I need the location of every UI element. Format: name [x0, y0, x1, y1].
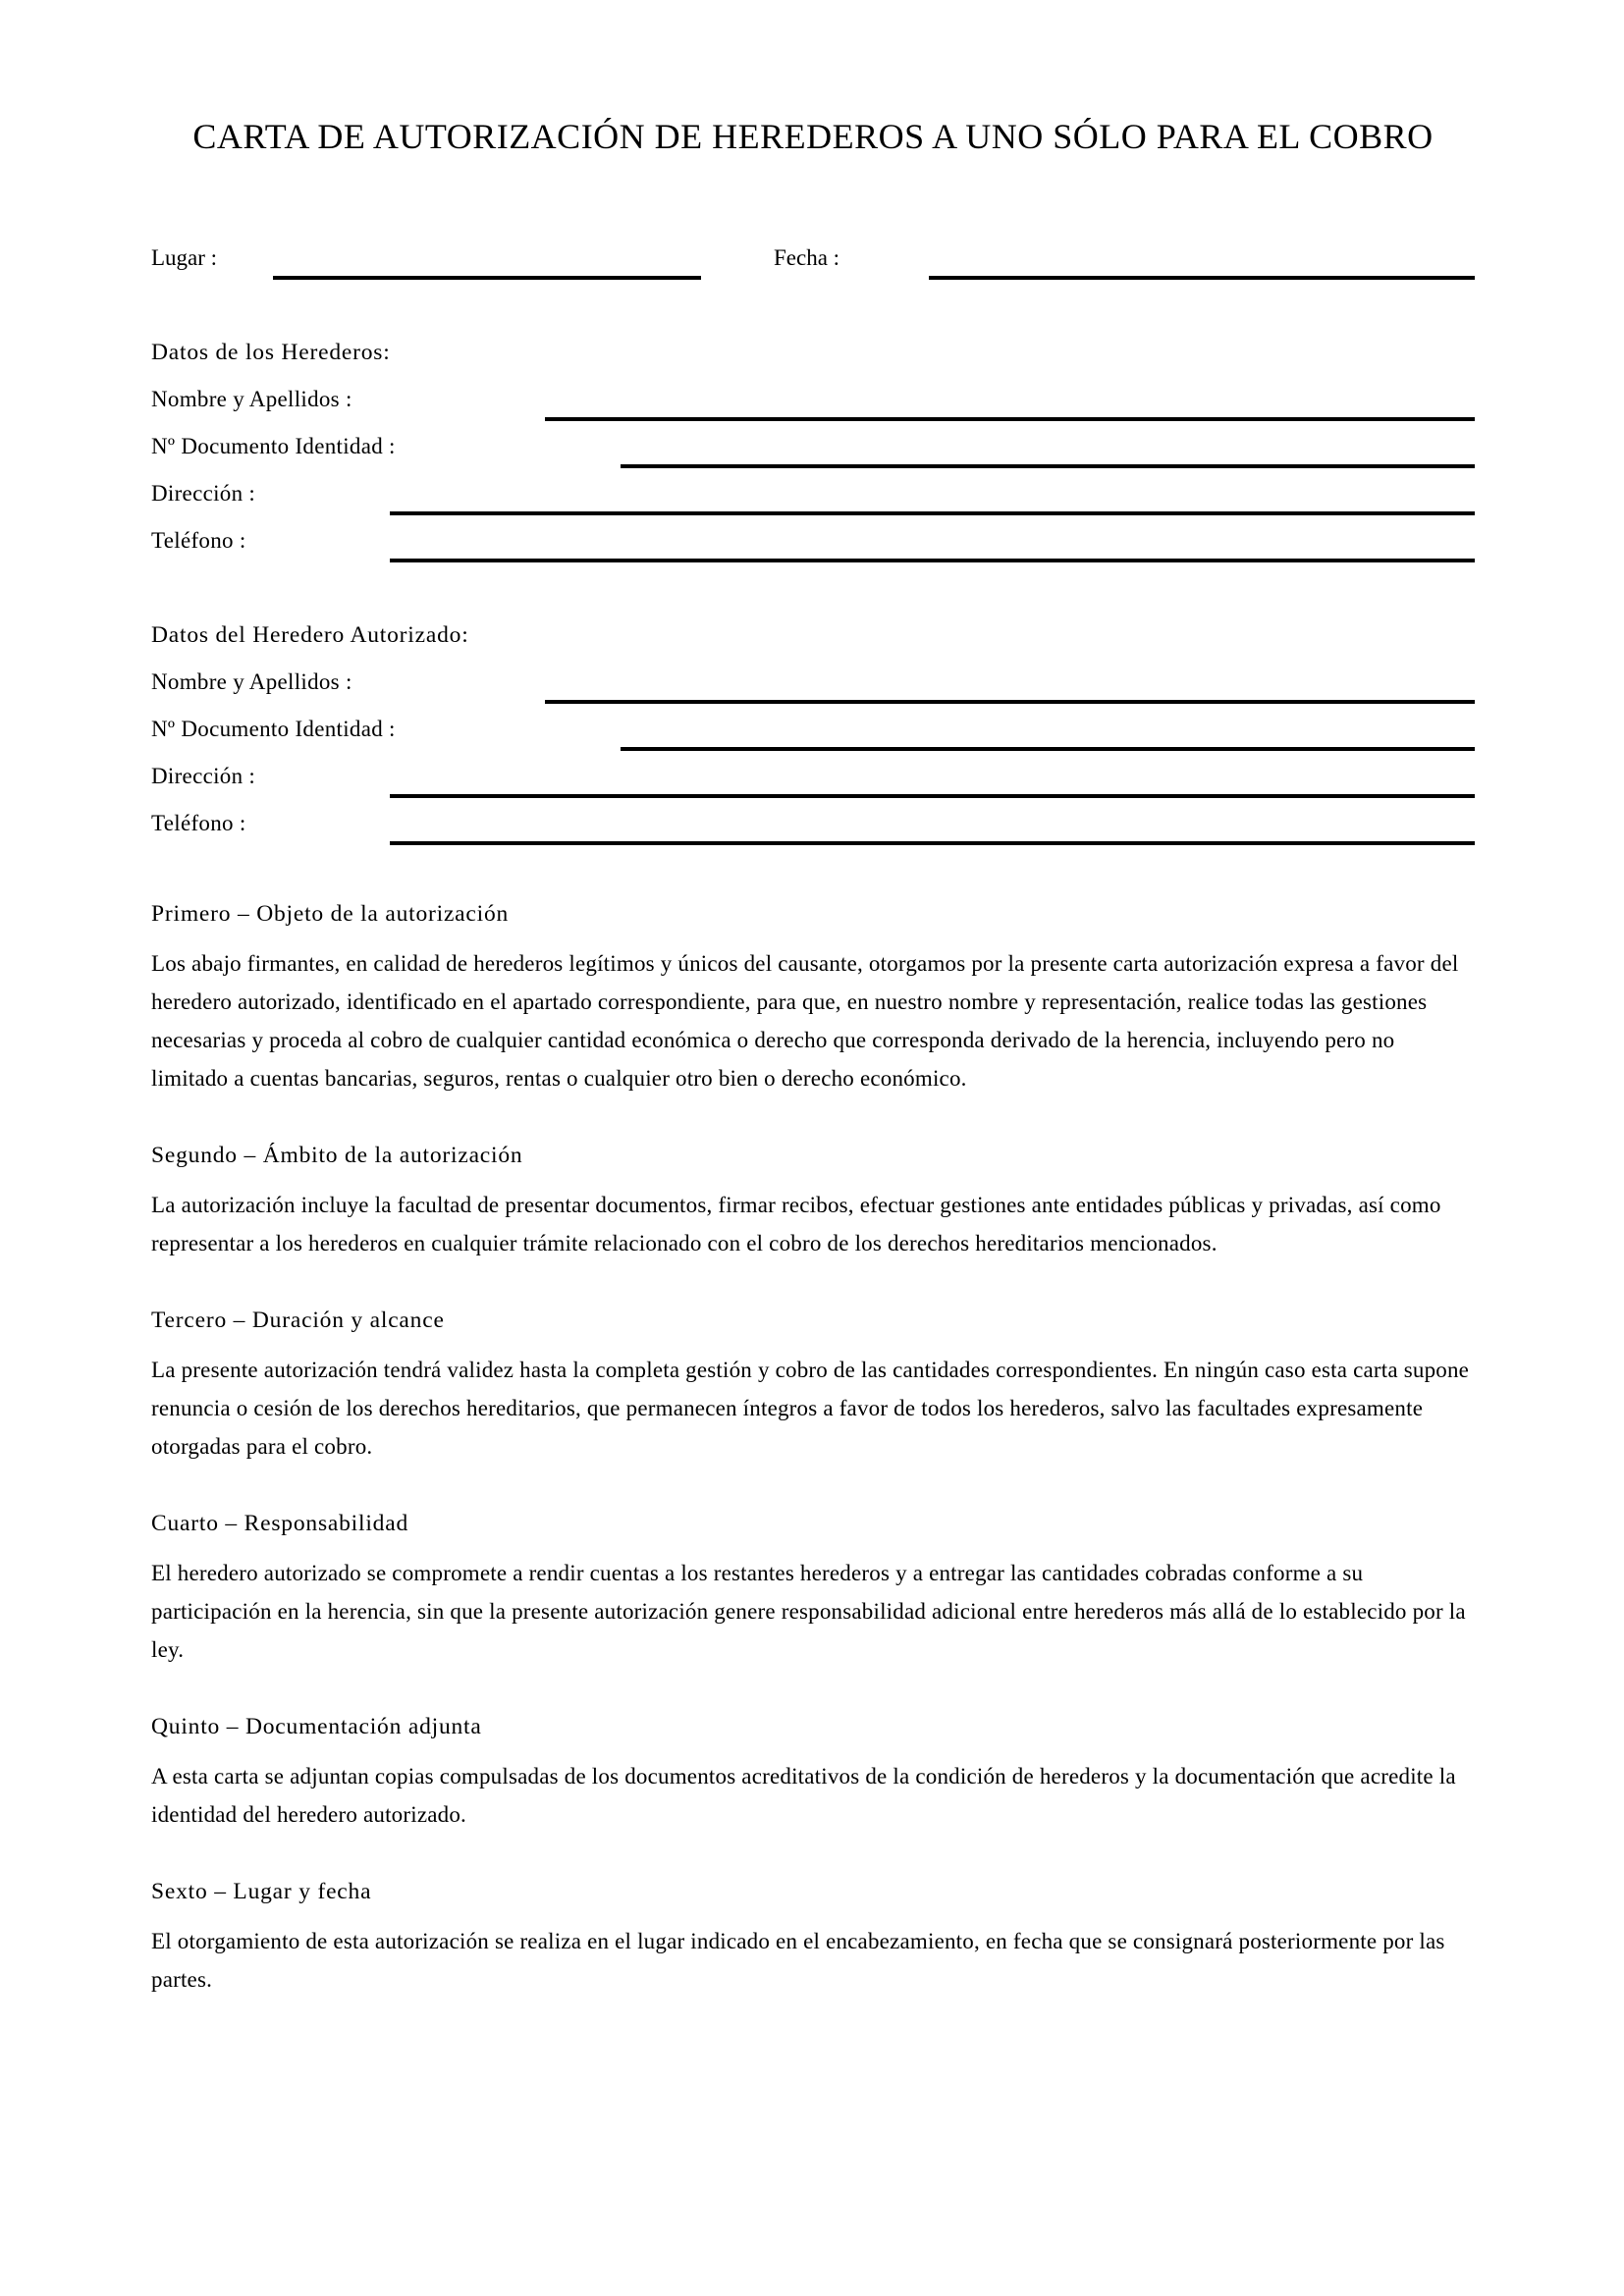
- field-row-nombre-autorizado: [151, 666, 1475, 699]
- clause-segundo-body: La autorización incluye la facultad de presentar documentos, firmar recibos, efectuar gestiones ante entidades públicas y privadas, así como representar a los herederos en cualquier trámite relacionado con el cobro de los derechos hereditarios mencionados.: [151, 1193, 1441, 1255]
- direccion-autorizado-blank-line[interactable]: [390, 769, 1475, 798]
- heredero-autorizado-section-heading: Datos del Heredero Autorizado:: [151, 622, 469, 648]
- clause-quinto-body: A esta carta se adjuntan copias compulsadas de los documentos acreditativos de la condición de herederos y la documentación que acredite la identidad del heredero autorizado.: [151, 1764, 1456, 1827]
- field-row-nombre: [151, 383, 1475, 416]
- direccion-label: Dirección :: [151, 481, 256, 506]
- telefono-blank-line[interactable]: [390, 533, 1475, 562]
- field-row-direccion: [151, 477, 1475, 510]
- field-row-telefono: [151, 524, 1475, 558]
- direccion-autorizado-label: Dirección :: [151, 764, 256, 788]
- herederos-section-heading: Datos de los Herederos:: [151, 340, 391, 365]
- documento-identidad-blank-line[interactable]: [621, 439, 1475, 468]
- nombre-apellidos-autorizado-blank-line[interactable]: [545, 674, 1475, 704]
- clause-sexto-heading: Sexto – Lugar y fecha: [151, 1879, 372, 1904]
- telefono-autorizado-label: Teléfono :: [151, 811, 246, 835]
- field-row-documento: [151, 430, 1475, 463]
- field-row-telefono-autorizado: [151, 807, 1475, 840]
- lugar-fecha-row: [151, 241, 1475, 275]
- telefono-autorizado-blank-line[interactable]: [390, 816, 1475, 845]
- clause-tercero-body: La presente autorización tendrá validez hasta la completa gestión y cobro de las cantidades correspondientes. En ningún caso esta carta supone renuncia o cesión de los derechos hereditarios, que permanecen íntegros a favor de todos los herederos, salvo las facultades expresamente otorgadas para el cobro.: [151, 1358, 1470, 1459]
- clauses-section: [151, 897, 1475, 1999]
- lugar-label: Lugar :: [151, 245, 218, 270]
- clause-quinto-heading: Quinto – Documentación adjunta: [151, 1714, 482, 1739]
- nombre-apellidos-autorizado-label: Nombre y Apellidos :: [151, 669, 352, 694]
- clause-primero: [151, 897, 1475, 1097]
- fecha-blank-line[interactable]: [929, 250, 1475, 280]
- telefono-label: Teléfono :: [151, 528, 246, 553]
- clause-segundo: [151, 1139, 1475, 1262]
- field-row-documento-autorizado: [151, 713, 1475, 746]
- herederos-section: [151, 336, 1475, 558]
- documento-identidad-autorizado-label: Nº Documento Identidad :: [151, 717, 396, 741]
- clause-quinto: [151, 1710, 1475, 1834]
- clause-primero-heading: Primero – Objeto de la autorización: [151, 901, 510, 927]
- clause-primero-body: Los abajo firmantes, en calidad de herederos legítimos y únicos del causante, otorgamos por la presente carta autorización expresa a favor del heredero autorizado, identificado en el apartado correspondiente, para que, en nuestro nombre y representación, realice todas las gestiones necesarias y proceda al cobro de cualquier cantidad económica o derecho que corresponda derivado de la herencia, incluyendo pero no limitado a cuentas bancarias, seguros, rentas o cualquier otro bien o derecho económico.: [151, 951, 1459, 1091]
- document-title: CARTA DE AUTORIZACIÓN DE HEREDEROS A UNO SÓLO PARA EL COBRO: [192, 117, 1434, 156]
- clause-sexto-body: El otorgamiento de esta autorización se realiza en el lugar indicado en el encabezamiento, en fecha que se consignará posteriormente por las partes.: [151, 1929, 1445, 1992]
- clause-sexto: [151, 1875, 1475, 1999]
- field-row-direccion-autorizado: [151, 760, 1475, 793]
- documento-identidad-autorizado-blank-line[interactable]: [621, 721, 1475, 751]
- lugar-blank-line[interactable]: [273, 250, 701, 280]
- documento-identidad-label: Nº Documento Identidad :: [151, 434, 396, 458]
- clause-segundo-heading: Segundo – Ámbito de la autorización: [151, 1143, 523, 1168]
- clause-cuarto-body: El heredero autorizado se compromete a rendir cuentas a los restantes herederos y a entregar las cantidades cobradas conforme a su participación en la herencia, sin que la presente autorización genere responsabilidad adicional entre herederos más allá de lo establecido por la ley.: [151, 1561, 1466, 1662]
- clause-cuarto: [151, 1507, 1475, 1669]
- heredero-autorizado-section: [151, 618, 1475, 840]
- clause-tercero-heading: Tercero – Duración y alcance: [151, 1308, 445, 1333]
- clause-cuarto-heading: Cuarto – Responsabilidad: [151, 1511, 409, 1536]
- nombre-apellidos-blank-line[interactable]: [545, 392, 1475, 421]
- direccion-blank-line[interactable]: [390, 486, 1475, 515]
- clause-tercero: [151, 1304, 1475, 1466]
- nombre-apellidos-label: Nombre y Apellidos :: [151, 387, 352, 411]
- fecha-label: Fecha :: [774, 245, 840, 270]
